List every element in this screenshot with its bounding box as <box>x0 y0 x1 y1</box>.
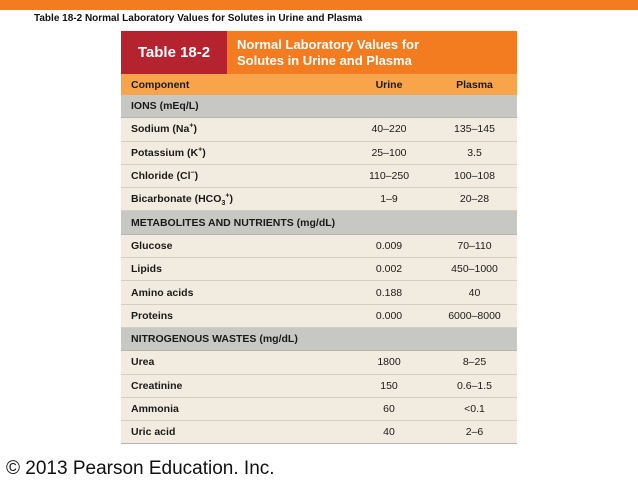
table-row <box>121 281 517 304</box>
urine-value: 0.002 <box>375 263 403 276</box>
section-header-row <box>121 328 517 351</box>
table-row <box>121 351 517 374</box>
component-cell <box>121 170 346 182</box>
urine-value: 40–220 <box>371 123 407 136</box>
table-row <box>121 188 517 211</box>
component-name: Sodium (Na <box>131 123 190 136</box>
component-name-tail: ) <box>229 193 233 206</box>
plasma-value: 135–145 <box>454 123 495 136</box>
section-title: METABOLITES AND NUTRIENTS (mg/dL) <box>131 216 336 229</box>
urine-value: 60 <box>383 403 395 415</box>
plasma-value: 2–6 <box>465 426 484 439</box>
plasma-value: 6000–8000 <box>448 309 501 322</box>
component-cell <box>121 192 346 208</box>
component-cell <box>121 380 346 392</box>
table-row <box>121 375 517 398</box>
table-row <box>121 258 517 281</box>
table-row <box>121 142 517 165</box>
urine-value: 40 <box>383 426 395 439</box>
section-header-row <box>121 95 517 118</box>
component-cell <box>121 123 346 135</box>
plasma-value: 8–25 <box>462 356 487 369</box>
plasma-value: 0.6–1.5 <box>456 379 493 392</box>
component-name: Uric acid <box>131 426 176 439</box>
component-cell <box>121 147 346 159</box>
component-name: Ammonia <box>131 403 179 415</box>
urine-value: 0.009 <box>375 239 403 252</box>
column-header-row <box>121 74 517 95</box>
component-name: Chloride (Cl <box>131 170 191 183</box>
component-superscript: + <box>189 122 194 130</box>
component-name: Potassium (K <box>131 146 199 159</box>
plasma-value: <0.1 <box>464 403 485 415</box>
plasma-value: 3.5 <box>467 146 482 159</box>
table-row <box>121 235 517 258</box>
component-cell <box>121 426 346 438</box>
column-header-urine: Urine <box>375 78 403 91</box>
component-name-tail: ) <box>202 146 206 159</box>
urine-value: 110–250 <box>368 170 410 183</box>
table-row <box>121 305 517 328</box>
component-name: Creatinine <box>131 379 183 392</box>
component-superscript: + <box>225 192 230 200</box>
component-subscript: 3 <box>221 200 226 208</box>
plasma-value: 40 <box>468 286 481 299</box>
component-cell <box>121 403 346 415</box>
component-name: Proteins <box>131 309 174 322</box>
section-title: IONS (mEq/L) <box>131 100 199 113</box>
component-cell <box>121 356 346 368</box>
plasma-value: 100–108 <box>454 170 495 183</box>
urine-value: 0.000 <box>375 309 403 322</box>
urine-value: 0.188 <box>375 286 403 299</box>
urine-value: 25–100 <box>371 146 407 159</box>
table-row <box>121 118 517 141</box>
table-row <box>121 398 517 421</box>
component-superscript: + <box>198 146 203 154</box>
section-header-row <box>121 211 517 234</box>
column-header-plasma: Plasma <box>456 78 493 91</box>
table-row <box>121 165 517 188</box>
component-cell <box>121 310 346 322</box>
component-cell <box>121 240 346 252</box>
component-cell <box>121 263 346 275</box>
top-accent-bar <box>0 0 638 10</box>
table-title-line-2: Solutes in Urine and Plasma <box>237 53 412 68</box>
component-name: Amino acids <box>131 286 194 299</box>
component-name-tail: ) <box>193 123 197 136</box>
component-name: Glucose <box>131 239 173 252</box>
table-body <box>121 95 517 444</box>
component-name: Lipids <box>131 263 162 276</box>
component-name: Bicarbonate (HCO <box>131 193 222 206</box>
plasma-value: 450–1000 <box>451 263 498 276</box>
section-title: NITROGENOUS WASTES (mg/dL) <box>131 333 298 346</box>
component-cell <box>121 287 346 299</box>
table-title <box>227 31 517 74</box>
plasma-value: 20–28 <box>459 193 490 206</box>
plasma-value: 70–110 <box>457 239 492 252</box>
urine-value: 150 <box>380 379 398 392</box>
table-header <box>121 31 517 74</box>
copyright-notice: © 2013 Pearson Education. Inc. <box>6 458 275 479</box>
table-row <box>121 421 517 444</box>
lab-values-table <box>121 31 517 444</box>
column-header-component: Component <box>131 78 190 91</box>
component-superscript: − <box>190 169 195 177</box>
table-title-line-1: Normal Laboratory Values for <box>237 37 420 52</box>
component-name-tail: ) <box>194 170 199 183</box>
urine-value: 1800 <box>377 356 401 369</box>
component-name: Urea <box>131 356 155 369</box>
slide-title: Table 18-2 Normal Laboratory Values for Solutes in Urine and Plasma <box>34 13 363 24</box>
table-number: Table 18-2 <box>121 31 227 74</box>
urine-value: 1–9 <box>380 193 398 206</box>
